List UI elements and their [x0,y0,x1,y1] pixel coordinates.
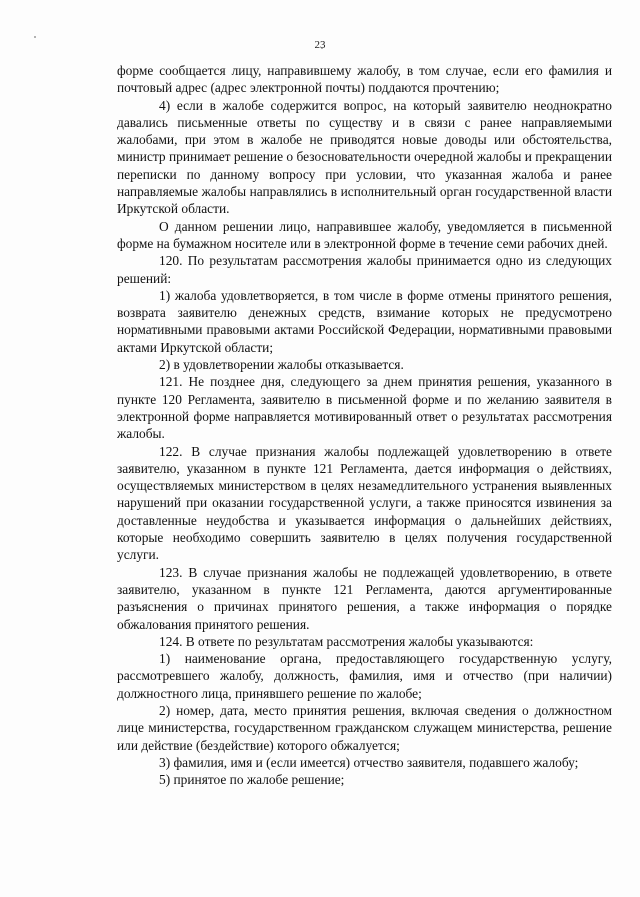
paragraph-point-120-item-2: 2) в удовлетворении жалобы отказывается. [159,357,404,373]
page-number: 23 [314,39,326,51]
paragraph-point-121: 121. Не позднее дня, следующего за днем принятия решения, указанного в пункте 120 Регламента, заявителю в письменной форме и по желанию заявителя в электронной форме направляется мотивированный ответ о результатах рассмотрения жалобы. [117,374,612,442]
paragraph-point-124-item-2: 2) номер, дата, место принятия решения, включая сведения о должностном лице министерства, государственном гражданском служащем министерства, решение или действие (бездействие) которого обжалуется; [117,702,612,753]
paragraph-point-123: 123. В случае признания жалобы не подлежащей удовлетворению, в ответе заявителю, указанном в пункте 121 Регламента, даются аргументированные разъяснения о причинах принятого решения, а также информация о порядке обжалования принятого решения. [117,564,612,632]
paragraph-point-120-item-1: 1) жалоба удовлетворяется, в том числе в форме отмены принятого решения, возврата заявителю денежных средств, взимание которых не предусмотрено нормативными правовыми актами Российской Федерации, нормативными правовыми актами Иркутской области; [117,287,612,355]
paragraph-point-124-item-1: 1) наименование органа, предоставляющего государственную услугу, рассмотревшего жалобу, должность, фамилия, имя и отчество (при наличии) должностного лица, принявшего решение по жалобе; [117,651,612,701]
paragraph-notification: О данном решении лицо, направившее жалобу, уведомляется в письменной форме на бумажном носителе или в электронной форме в течение семи рабочих дней. [117,218,612,251]
paragraph-item-4: 4) если в жалобе содержится вопрос, на который заявителю неоднократно давались письменные ответы по существу и в связи с ранее направляемыми жалобами, при этом в жалобе не приводятся новые доводы или обстоятельства, министр принимает решение о безосновательности очередной жалобы и прекращении переписки по данному вопросу при условии, что указанная жалоба и ранее направляемые жалобы направлялись в исполнительный орган государственной власти Иркутской области. [117,97,612,217]
paragraph-point-124-item-3: 3) фамилия, имя и (если имеется) отчество заявителя, подавшего жалобу; [159,754,579,770]
paragraph-point-122: 122. В случае признания жалобы подлежащей удовлетворению в ответе заявителю, указанном в пункте 121 Регламента, дается информация о действиях, осуществляемых министерством в целях незамедлительного устранения выявленных нарушений при оказании государственной услуги, а также приносятся извинения за доставленные неудобства и указывается информация о дальнейших действиях, которые необходимо совершить заявителю в целях получения государственной услуги. [117,443,612,563]
paragraph-point-124-item-5: 5) принятое по жалобе решение; [159,772,345,788]
paragraph-point-124: 124. В ответе по результатам рассмотрения жалобы указываются: [159,633,534,649]
body-text [117,62,612,788]
paragraph-point-120: 120. По результатам рассмотрения жалобы принимается одно из следующих решений: [117,253,612,286]
paragraph-continuation: форме сообщается лицу, направившему жалобу, в том случае, если его фамилия и почтовый адрес (адрес электронной почты) поддаются прочтению; [117,63,612,96]
